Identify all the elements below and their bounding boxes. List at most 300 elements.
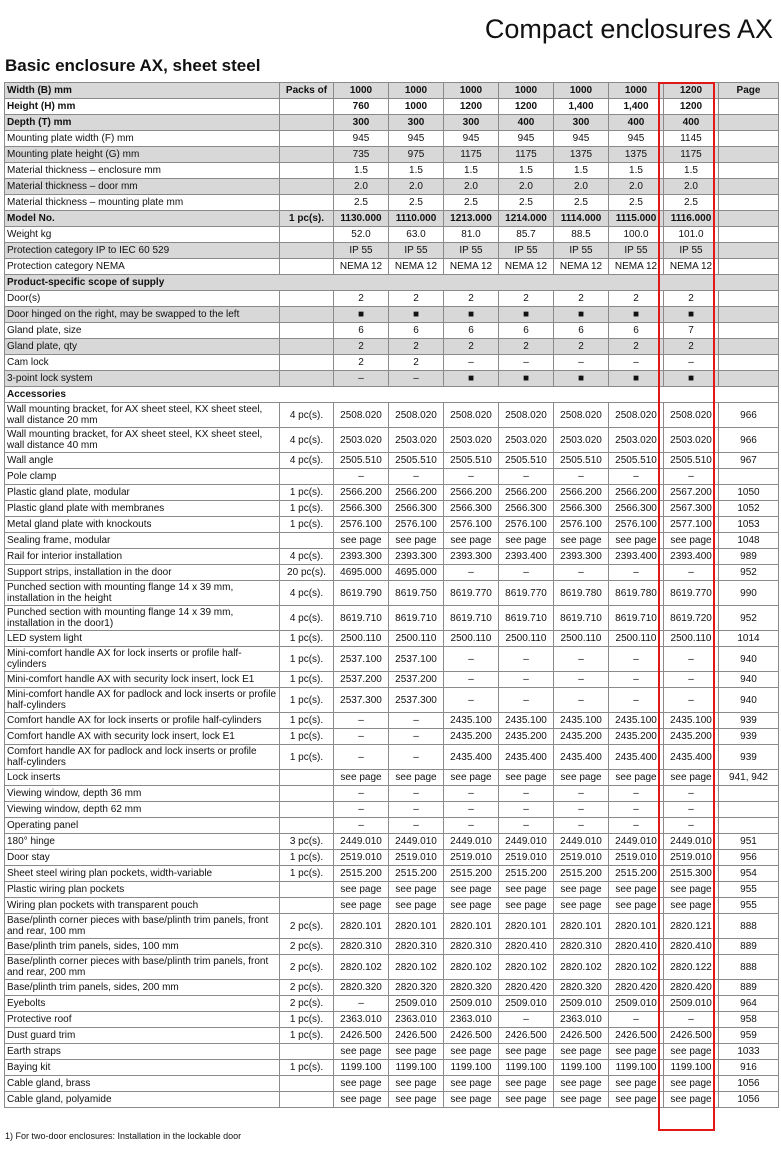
table-row — [5, 672, 779, 688]
value-cell: 2.0 — [664, 179, 719, 195]
value-cell: 1.5 — [334, 163, 389, 179]
value-cell: 2537.200 — [334, 672, 389, 688]
page-ref-cell: 939 — [719, 729, 779, 745]
spec-table — [4, 82, 779, 1108]
value-cell: 85.7 — [499, 227, 554, 243]
section-title: Product-specific scope of supply — [5, 275, 779, 291]
value-cell: – — [609, 818, 664, 834]
value-cell: see page — [609, 882, 664, 898]
pack-cell: 1 pc(s). — [280, 866, 334, 882]
value-cell: 945 — [499, 131, 554, 147]
table-row — [5, 469, 779, 485]
value-cell: 2566.200 — [499, 485, 554, 501]
value-cell: 1200 — [444, 99, 499, 115]
page-ref-cell — [719, 291, 779, 307]
value-cell: 2435.100 — [499, 713, 554, 729]
value-cell: – — [554, 469, 609, 485]
value-cell: 2393.300 — [334, 549, 389, 565]
table-row — [5, 745, 779, 770]
value-cell: 2500.110 — [499, 631, 554, 647]
value-cell: 1.5 — [389, 163, 444, 179]
value-cell: 1114.000 — [554, 211, 609, 227]
value-cell: – — [444, 688, 499, 713]
table-row — [5, 1060, 779, 1076]
value-cell: see page — [334, 1044, 389, 1060]
value-cell: 1175 — [444, 147, 499, 163]
value-cell: see page — [334, 882, 389, 898]
page-ref-cell: 955 — [719, 882, 779, 898]
pack-cell: 2 pc(s). — [280, 955, 334, 980]
row-label: Mini-comfort handle AX for lock inserts or profile half-cylinders — [5, 647, 280, 672]
value-cell: 2.0 — [389, 179, 444, 195]
value-cell: 1375 — [609, 147, 664, 163]
value-cell: 2820.410 — [609, 939, 664, 955]
value-cell: – — [554, 647, 609, 672]
value-cell: 2435.400 — [554, 745, 609, 770]
value-cell: 1000 — [389, 83, 444, 99]
table-row — [5, 517, 779, 533]
value-cell: – — [609, 688, 664, 713]
value-cell: 1,400 — [609, 99, 664, 115]
table-row — [5, 1044, 779, 1060]
value-cell: – — [444, 565, 499, 581]
value-cell: 1130.000 — [334, 211, 389, 227]
row-label: 180° hinge — [5, 834, 280, 850]
value-cell: – — [389, 469, 444, 485]
value-cell: ■ — [554, 307, 609, 323]
value-cell: – — [499, 818, 554, 834]
row-label: Door hinged on the right, may be swapped to the left — [5, 307, 280, 323]
value-cell: – — [664, 688, 719, 713]
value-cell: 2820.420 — [609, 980, 664, 996]
page-ref-cell: 888 — [719, 914, 779, 939]
pack-cell: 3 pc(s). — [280, 834, 334, 850]
value-cell: 2 — [664, 291, 719, 307]
value-cell: 2 — [609, 339, 664, 355]
value-cell: – — [664, 565, 719, 581]
page-ref-cell: 1050 — [719, 485, 779, 501]
table-row — [5, 259, 779, 275]
page-ref-cell — [719, 339, 779, 355]
value-cell: see page — [664, 882, 719, 898]
value-cell: 2.5 — [444, 195, 499, 211]
value-cell: 2 — [444, 291, 499, 307]
value-cell: 2435.200 — [499, 729, 554, 745]
value-cell: 1115.000 — [609, 211, 664, 227]
value-cell: 2820.122 — [664, 955, 719, 980]
table-row — [5, 147, 779, 163]
value-cell: 2820.420 — [664, 980, 719, 996]
value-cell: 2435.100 — [554, 713, 609, 729]
value-cell: 2500.110 — [389, 631, 444, 647]
pack-cell: 1 pc(s). — [280, 672, 334, 688]
page-ref-cell — [719, 469, 779, 485]
page-ref-cell: 952 — [719, 565, 779, 581]
value-cell: 2537.300 — [334, 688, 389, 713]
value-cell: 1199.100 — [609, 1060, 664, 1076]
table-row — [5, 802, 779, 818]
value-cell: 2820.101 — [609, 914, 664, 939]
value-cell: IP 55 — [334, 243, 389, 259]
section-header-row — [5, 275, 779, 291]
pack-cell — [280, 770, 334, 786]
pack-cell: 1 pc(s). — [280, 745, 334, 770]
row-label: Punched section with mounting flange 14 x 39 mm, installation in the door1) — [5, 606, 280, 631]
pack-cell: 1 pc(s). — [280, 713, 334, 729]
value-cell: see page — [609, 1044, 664, 1060]
row-label: Gland plate, size — [5, 323, 280, 339]
value-cell: ■ — [609, 371, 664, 387]
value-cell: 2820.320 — [444, 980, 499, 996]
value-cell: – — [609, 647, 664, 672]
value-cell: 1145 — [664, 131, 719, 147]
value-cell: 2449.010 — [554, 834, 609, 850]
value-cell: 2505.510 — [609, 453, 664, 469]
value-cell: 975 — [389, 147, 444, 163]
value-cell: 2 — [499, 339, 554, 355]
value-cell: 2820.101 — [334, 914, 389, 939]
pack-cell — [280, 307, 334, 323]
value-cell: NEMA 12 — [389, 259, 444, 275]
value-cell: 2393.300 — [554, 549, 609, 565]
value-cell: – — [389, 713, 444, 729]
value-cell: NEMA 12 — [554, 259, 609, 275]
table-row — [5, 996, 779, 1012]
table-row — [5, 939, 779, 955]
row-label: Mini-comfort handle AX with security lock insert, lock E1 — [5, 672, 280, 688]
row-label: Depth (T) mm — [5, 115, 280, 131]
value-cell: 400 — [609, 115, 664, 131]
value-cell: 2435.100 — [444, 713, 499, 729]
value-cell: 2820.102 — [334, 955, 389, 980]
page-ref-cell: 956 — [719, 850, 779, 866]
table-row — [5, 99, 779, 115]
value-cell: 2515.200 — [554, 866, 609, 882]
row-label: Material thickness – enclosure mm — [5, 163, 280, 179]
page-ref-cell: 1056 — [719, 1076, 779, 1092]
value-cell: 2426.500 — [389, 1028, 444, 1044]
table-row — [5, 786, 779, 802]
row-label: Cable gland, brass — [5, 1076, 280, 1092]
value-cell: 2820.410 — [499, 939, 554, 955]
page-ref-cell: 939 — [719, 745, 779, 770]
table-row — [5, 211, 779, 227]
pack-cell: 1 pc(s). — [280, 1012, 334, 1028]
value-cell: 88.5 — [554, 227, 609, 243]
pack-cell — [280, 195, 334, 211]
table-row — [5, 83, 779, 99]
value-cell: – — [664, 355, 719, 371]
value-cell: 2 — [389, 291, 444, 307]
value-cell: 1,400 — [554, 99, 609, 115]
value-cell: – — [664, 802, 719, 818]
page-ref-cell: 964 — [719, 996, 779, 1012]
table-row — [5, 115, 779, 131]
value-cell: see page — [389, 1076, 444, 1092]
row-label: Material thickness – door mm — [5, 179, 280, 195]
value-cell: ■ — [664, 307, 719, 323]
value-cell: 8619.710 — [609, 606, 664, 631]
value-cell: – — [609, 672, 664, 688]
value-cell: 2.5 — [334, 195, 389, 211]
value-cell: – — [334, 786, 389, 802]
table-row — [5, 371, 779, 387]
value-cell: 2509.010 — [554, 996, 609, 1012]
value-cell: 2519.010 — [499, 850, 554, 866]
value-cell: 2508.020 — [334, 403, 389, 428]
value-cell: 2566.300 — [609, 501, 664, 517]
table-row — [5, 980, 779, 996]
value-cell: 1199.100 — [664, 1060, 719, 1076]
row-label: Cam lock — [5, 355, 280, 371]
pack-cell — [280, 339, 334, 355]
value-cell: 2576.100 — [609, 517, 664, 533]
value-cell: see page — [499, 1044, 554, 1060]
table-row — [5, 227, 779, 243]
value-cell: 2576.100 — [499, 517, 554, 533]
pack-cell — [280, 163, 334, 179]
value-cell: 2435.400 — [664, 745, 719, 770]
pack-cell: 1 pc(s). — [280, 517, 334, 533]
value-cell: 2576.100 — [444, 517, 499, 533]
value-cell: see page — [554, 533, 609, 549]
value-cell: 2 — [664, 339, 719, 355]
value-cell: 8619.710 — [444, 606, 499, 631]
value-cell: 2509.010 — [389, 996, 444, 1012]
pack-cell — [280, 802, 334, 818]
value-cell: 2515.200 — [609, 866, 664, 882]
pack-cell: 1 pc(s). — [280, 211, 334, 227]
value-cell: see page — [444, 898, 499, 914]
value-cell: – — [609, 469, 664, 485]
value-cell: 300 — [554, 115, 609, 131]
value-cell: 2449.010 — [444, 834, 499, 850]
value-cell: see page — [554, 1076, 609, 1092]
value-cell: – — [334, 818, 389, 834]
value-cell: 2519.010 — [609, 850, 664, 866]
value-cell: ■ — [444, 371, 499, 387]
value-cell: 1199.100 — [444, 1060, 499, 1076]
value-cell: 2515.200 — [444, 866, 499, 882]
table-row — [5, 631, 779, 647]
table-row — [5, 1028, 779, 1044]
page-ref-cell: 941, 942 — [719, 770, 779, 786]
value-cell: 8619.750 — [389, 581, 444, 606]
pack-cell — [280, 882, 334, 898]
pack-cell — [280, 179, 334, 195]
row-label: Operating panel — [5, 818, 280, 834]
value-cell: 8619.710 — [334, 606, 389, 631]
value-cell: – — [334, 469, 389, 485]
pack-cell — [280, 898, 334, 914]
value-cell: 8619.770 — [499, 581, 554, 606]
value-cell: – — [554, 688, 609, 713]
value-cell: IP 55 — [444, 243, 499, 259]
page-ref-cell: 916 — [719, 1060, 779, 1076]
row-label: Comfort handle AX with security lock insert, lock E1 — [5, 729, 280, 745]
value-cell: 6 — [334, 323, 389, 339]
value-cell: 81.0 — [444, 227, 499, 243]
pack-cell: 1 pc(s). — [280, 485, 334, 501]
value-cell: 2.5 — [664, 195, 719, 211]
page-ref-cell: 889 — [719, 939, 779, 955]
row-label: 3-point lock system — [5, 371, 280, 387]
value-cell: IP 55 — [554, 243, 609, 259]
row-label: Wall mounting bracket, for AX sheet steel, KX sheet steel, wall distance 40 mm — [5, 428, 280, 453]
value-cell: 8619.780 — [554, 581, 609, 606]
table-row — [5, 955, 779, 980]
value-cell: 2508.020 — [664, 403, 719, 428]
value-cell: – — [334, 996, 389, 1012]
page-ref-cell: 958 — [719, 1012, 779, 1028]
value-cell: 1200 — [664, 99, 719, 115]
row-label: Baying kit — [5, 1060, 280, 1076]
row-label: Wall angle — [5, 453, 280, 469]
value-cell: 52.0 — [334, 227, 389, 243]
table-row — [5, 882, 779, 898]
value-cell: 2435.400 — [499, 745, 554, 770]
value-cell: – — [334, 729, 389, 745]
value-cell: – — [499, 1012, 554, 1028]
pack-cell: 1 pc(s). — [280, 1028, 334, 1044]
page-ref-cell: 1048 — [719, 533, 779, 549]
value-cell: see page — [499, 533, 554, 549]
value-cell: 2566.300 — [389, 501, 444, 517]
row-label: Mounting plate height (G) mm — [5, 147, 280, 163]
page-ref-cell: 952 — [719, 606, 779, 631]
value-cell: 2.0 — [609, 179, 664, 195]
pack-cell: Packs of — [280, 83, 334, 99]
value-cell: ■ — [499, 371, 554, 387]
row-label: Height (H) mm — [5, 99, 280, 115]
page-ref-cell — [719, 802, 779, 818]
value-cell: see page — [499, 770, 554, 786]
value-cell: 1175 — [664, 147, 719, 163]
value-cell: 2519.010 — [389, 850, 444, 866]
value-cell: ■ — [609, 307, 664, 323]
row-label: Lock inserts — [5, 770, 280, 786]
value-cell: 2509.010 — [444, 996, 499, 1012]
value-cell: – — [664, 672, 719, 688]
page-ref-cell: 939 — [719, 713, 779, 729]
value-cell: – — [389, 818, 444, 834]
value-cell: ■ — [334, 307, 389, 323]
page-ref-cell: 966 — [719, 428, 779, 453]
value-cell: 2500.110 — [554, 631, 609, 647]
value-cell: 2820.102 — [499, 955, 554, 980]
value-cell: – — [334, 745, 389, 770]
value-cell: 2505.510 — [389, 453, 444, 469]
value-cell: see page — [554, 882, 609, 898]
row-label: Base/plinth trim panels, sides, 200 mm — [5, 980, 280, 996]
value-cell: IP 55 — [499, 243, 554, 259]
value-cell: 2393.400 — [609, 549, 664, 565]
value-cell: 2515.200 — [389, 866, 444, 882]
value-cell: see page — [444, 533, 499, 549]
value-cell: 2566.200 — [334, 485, 389, 501]
value-cell: 945 — [444, 131, 499, 147]
page-ref-cell: 1033 — [719, 1044, 779, 1060]
value-cell: 2820.320 — [389, 980, 444, 996]
value-cell: 2820.410 — [664, 939, 719, 955]
pack-cell — [280, 131, 334, 147]
value-cell: 1000 — [499, 83, 554, 99]
pack-cell: 4 pc(s). — [280, 606, 334, 631]
value-cell: 2435.400 — [444, 745, 499, 770]
value-cell: see page — [554, 770, 609, 786]
page-ref-cell: 990 — [719, 581, 779, 606]
table-row — [5, 355, 779, 371]
value-cell: 2 — [334, 291, 389, 307]
pack-cell — [280, 371, 334, 387]
value-cell: 8619.770 — [444, 581, 499, 606]
value-cell: 945 — [334, 131, 389, 147]
value-cell: see page — [389, 882, 444, 898]
table-row — [5, 770, 779, 786]
value-cell: see page — [609, 533, 664, 549]
row-label: Rail for interior installation — [5, 549, 280, 565]
value-cell: – — [389, 802, 444, 818]
value-cell: 2426.500 — [664, 1028, 719, 1044]
value-cell: 2 — [389, 355, 444, 371]
value-cell: 2576.100 — [554, 517, 609, 533]
value-cell: – — [609, 1012, 664, 1028]
row-label: Base/plinth corner pieces with base/plinth trim panels, front and rear, 200 mm — [5, 955, 280, 980]
value-cell: 2 — [444, 339, 499, 355]
table-row — [5, 606, 779, 631]
value-cell: 735 — [334, 147, 389, 163]
value-cell: IP 55 — [389, 243, 444, 259]
pack-cell: 1 pc(s). — [280, 850, 334, 866]
value-cell: 2.5 — [499, 195, 554, 211]
value-cell: 2435.200 — [444, 729, 499, 745]
value-cell: IP 55 — [664, 243, 719, 259]
table-row — [5, 834, 779, 850]
page-title: Compact enclosures AX — [484, 14, 773, 44]
value-cell: see page — [444, 1092, 499, 1108]
value-cell: 2500.110 — [664, 631, 719, 647]
page-ref-cell: 940 — [719, 647, 779, 672]
page-ref-cell: 940 — [719, 672, 779, 688]
value-cell: 2566.200 — [444, 485, 499, 501]
value-cell: 2435.100 — [664, 713, 719, 729]
pack-cell: 4 pc(s). — [280, 453, 334, 469]
table-row — [5, 501, 779, 517]
value-cell: see page — [664, 1044, 719, 1060]
pack-cell: 4 pc(s). — [280, 549, 334, 565]
table-row — [5, 485, 779, 501]
row-label: Support strips, installation in the door — [5, 565, 280, 581]
value-cell: 2505.510 — [554, 453, 609, 469]
value-cell: 1116.000 — [664, 211, 719, 227]
value-cell: 2519.010 — [554, 850, 609, 866]
value-cell: 1000 — [444, 83, 499, 99]
value-cell: 2503.020 — [609, 428, 664, 453]
value-cell: 2567.300 — [664, 501, 719, 517]
value-cell: 2576.100 — [334, 517, 389, 533]
value-cell: NEMA 12 — [609, 259, 664, 275]
value-cell: – — [334, 371, 389, 387]
page-ref-cell: 966 — [719, 403, 779, 428]
pack-cell: 1 pc(s). — [280, 1060, 334, 1076]
table-row — [5, 428, 779, 453]
value-cell: 2505.510 — [499, 453, 554, 469]
value-cell: 2820.320 — [334, 980, 389, 996]
value-cell: 101.0 — [664, 227, 719, 243]
value-cell: see page — [444, 770, 499, 786]
pack-cell — [280, 1044, 334, 1060]
value-cell: see page — [389, 898, 444, 914]
